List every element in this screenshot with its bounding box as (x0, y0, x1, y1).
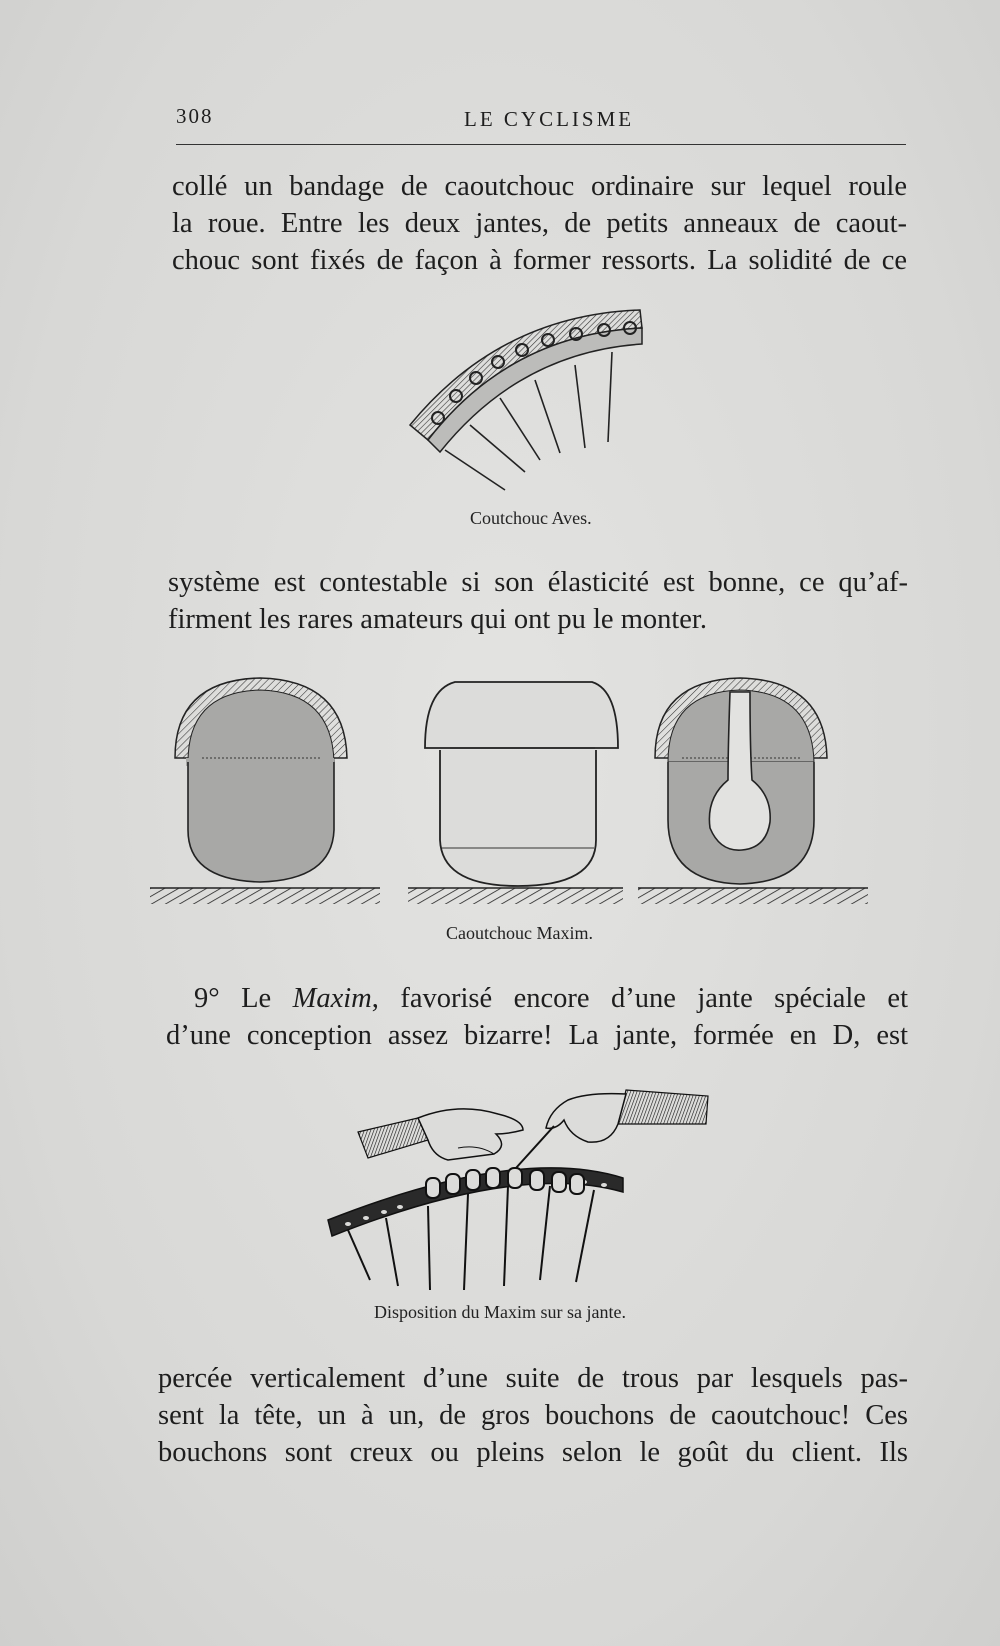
italic-term: Maxim (292, 983, 372, 1014)
text-line: bouchons sont creux ou pleins selon le goût du client. Ils (158, 1437, 908, 1468)
text-fragment: 9° Le (194, 983, 293, 1014)
figure-aves-rim (390, 300, 670, 490)
text-line: sent la tête, un à un, de gros bouchons de caoutchouc! Ces (158, 1400, 908, 1431)
running-title: LE CYCLISME (464, 107, 635, 131)
page-number: 308 (176, 104, 214, 128)
figure-caption-aves: Coutchouc Aves. (470, 508, 592, 528)
paragraph-1 (172, 168, 907, 279)
figure-maxim-sections (150, 670, 910, 910)
text-line: la roue. Entre les deux jantes, de petits anneaux de caout- (172, 208, 907, 239)
text-line: d’une conception assez bizarre! La jante, formée en D, est (166, 1020, 908, 1051)
header-rule (176, 144, 906, 145)
text-line: firment les rares amateurs qui ont pu le monter. (168, 604, 707, 635)
hand-left (358, 1109, 523, 1160)
figure-caption-disposition: Disposition du Maxim sur sa jante. (374, 1302, 626, 1322)
page-header (176, 104, 906, 134)
section-solid (175, 678, 347, 882)
hand-right (516, 1090, 708, 1168)
figure-caption-maxim: Caoutchouc Maxim. (446, 923, 593, 943)
text-line: chouc sont fixés de façon à former ressorts. La solidité de ce (172, 245, 907, 276)
figure-maxim-rim-hands (318, 1090, 738, 1290)
text-fragment: , favorisé encore d’une jante spéciale et (371, 983, 908, 1014)
text-line (166, 980, 908, 1017)
paragraph-4 (158, 1360, 908, 1471)
text-line: percée verticalement d’une suite de trous par lesquels pas- (158, 1363, 908, 1394)
paragraph-3 (166, 980, 908, 1054)
text-line: système est contestable si son élasticité est bonne, ce qu’af- (168, 567, 908, 598)
text-line: collé un bandage de caoutchouc ordinaire sur lequel roule (172, 171, 907, 202)
section-hollow (655, 678, 827, 884)
section-outline (425, 682, 618, 886)
paragraph-2 (168, 564, 908, 638)
